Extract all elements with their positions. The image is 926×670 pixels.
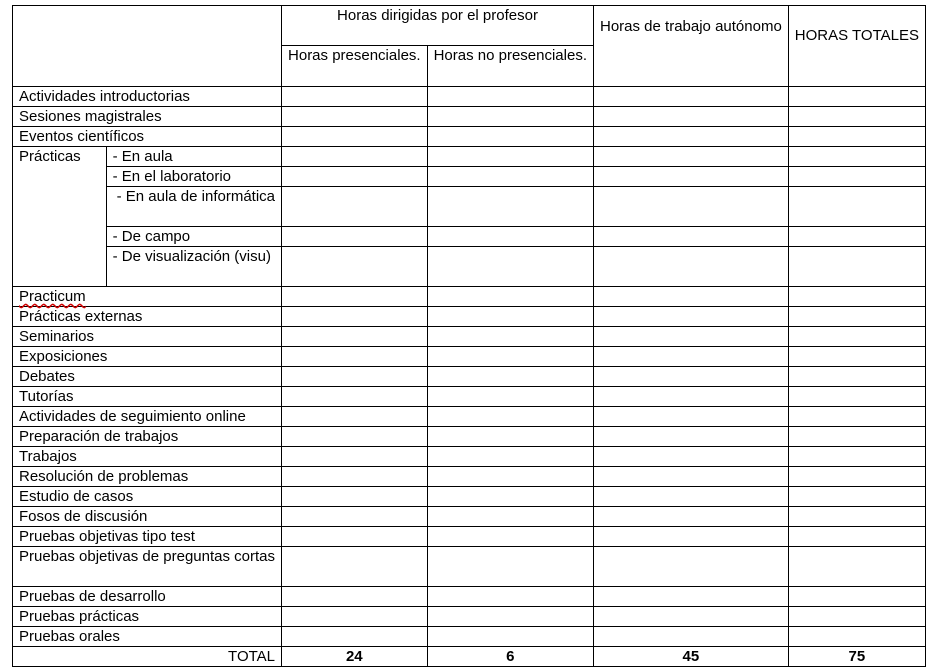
cell-presenciales bbox=[282, 607, 428, 627]
row-label: Debates bbox=[13, 367, 282, 387]
cell-totales bbox=[788, 447, 925, 467]
cell-presenciales bbox=[282, 447, 428, 467]
cell-autonomo bbox=[594, 167, 789, 187]
row-label: Resolución de problemas bbox=[13, 467, 282, 487]
cell-totales bbox=[788, 347, 925, 367]
cell-autonomo bbox=[594, 287, 789, 307]
practicas-sub-label-text: - De visualización (visu) bbox=[112, 248, 271, 265]
cell-presenciales bbox=[282, 467, 428, 487]
total-presenciales: 24 bbox=[282, 647, 428, 667]
total-autonomo: 45 bbox=[594, 647, 789, 667]
practicas-sub-label: - De campo bbox=[106, 227, 281, 247]
cell-totales bbox=[788, 587, 925, 607]
cell-totales bbox=[788, 147, 925, 167]
cell-totales bbox=[788, 367, 925, 387]
cell-no-presenciales bbox=[427, 107, 593, 127]
practicas-label: Prácticas bbox=[13, 147, 107, 287]
header-autonomo: Horas de trabajo autónomo bbox=[594, 6, 789, 87]
cell-no-presenciales bbox=[427, 247, 593, 287]
row-label: Trabajos bbox=[13, 447, 282, 467]
cell-no-presenciales bbox=[427, 407, 593, 427]
row-label: Pruebas orales bbox=[13, 627, 282, 647]
header-totales: HORAS TOTALES bbox=[788, 6, 925, 87]
cell-presenciales bbox=[282, 407, 428, 427]
cell-totales bbox=[788, 307, 925, 327]
cell-presenciales bbox=[282, 187, 428, 227]
cell-presenciales bbox=[282, 147, 428, 167]
cell-no-presenciales bbox=[427, 487, 593, 507]
cell-presenciales bbox=[282, 167, 428, 187]
cell-totales bbox=[788, 547, 925, 587]
cell-autonomo bbox=[594, 347, 789, 367]
cell-presenciales bbox=[282, 327, 428, 347]
cell-totales bbox=[788, 487, 925, 507]
cell-autonomo bbox=[594, 307, 789, 327]
cell-autonomo bbox=[594, 407, 789, 427]
cell-autonomo bbox=[594, 147, 789, 167]
row-label: Preparación de trabajos bbox=[13, 427, 282, 447]
cell-autonomo bbox=[594, 447, 789, 467]
header-blank-cell bbox=[13, 6, 282, 87]
cell-presenciales bbox=[282, 127, 428, 147]
cell-no-presenciales bbox=[427, 347, 593, 367]
cell-autonomo bbox=[594, 227, 789, 247]
practicas-sub-label-text: - En aula de informática bbox=[116, 188, 276, 205]
practicas-sub-label: - En aula bbox=[106, 147, 281, 167]
cell-no-presenciales bbox=[427, 227, 593, 247]
cell-totales bbox=[788, 187, 925, 227]
cell-autonomo bbox=[594, 487, 789, 507]
cell-no-presenciales bbox=[427, 167, 593, 187]
cell-no-presenciales bbox=[427, 447, 593, 467]
row-label: Pruebas objetivas de preguntas cortas bbox=[13, 547, 282, 587]
header-no-presenciales: Horas no presenciales. bbox=[427, 46, 593, 87]
cell-no-presenciales bbox=[427, 527, 593, 547]
cell-autonomo bbox=[594, 527, 789, 547]
cell-autonomo bbox=[594, 467, 789, 487]
cell-no-presenciales bbox=[427, 127, 593, 147]
cell-totales bbox=[788, 227, 925, 247]
cell-autonomo bbox=[594, 127, 789, 147]
cell-autonomo bbox=[594, 627, 789, 647]
row-label: Estudio de casos bbox=[13, 487, 282, 507]
cell-autonomo bbox=[594, 107, 789, 127]
cell-no-presenciales bbox=[427, 507, 593, 527]
total-label: TOTAL bbox=[13, 647, 282, 667]
cell-totales bbox=[788, 107, 925, 127]
cell-totales bbox=[788, 127, 925, 147]
cell-autonomo bbox=[594, 367, 789, 387]
row-label: Pruebas objetivas tipo test bbox=[13, 527, 282, 547]
header-presenciales: Horas presenciales. bbox=[282, 46, 428, 87]
cell-no-presenciales bbox=[427, 427, 593, 447]
hours-table bbox=[12, 5, 926, 667]
cell-no-presenciales bbox=[427, 387, 593, 407]
cell-totales bbox=[788, 287, 925, 307]
header-group-title: Horas dirigidas por el profesor bbox=[282, 6, 594, 46]
practicas-sub-label bbox=[106, 187, 281, 227]
cell-no-presenciales bbox=[427, 287, 593, 307]
cell-autonomo bbox=[594, 547, 789, 587]
cell-presenciales bbox=[282, 627, 428, 647]
total-totales: 75 bbox=[788, 647, 925, 667]
row-label bbox=[13, 287, 282, 307]
cell-no-presenciales bbox=[427, 367, 593, 387]
cell-presenciales bbox=[282, 587, 428, 607]
cell-totales bbox=[788, 467, 925, 487]
cell-presenciales bbox=[282, 107, 428, 127]
cell-no-presenciales bbox=[427, 467, 593, 487]
cell-autonomo bbox=[594, 587, 789, 607]
row-label: Exposiciones bbox=[13, 347, 282, 367]
cell-no-presenciales bbox=[427, 587, 593, 607]
row-label: Eventos científicos bbox=[13, 127, 282, 147]
cell-no-presenciales bbox=[427, 547, 593, 587]
row-label: Pruebas prácticas bbox=[13, 607, 282, 627]
cell-autonomo bbox=[594, 247, 789, 287]
cell-totales bbox=[788, 507, 925, 527]
cell-presenciales bbox=[282, 427, 428, 447]
cell-autonomo bbox=[594, 187, 789, 227]
practicas-sub-label: - En el laboratorio bbox=[106, 167, 281, 187]
cell-no-presenciales bbox=[427, 307, 593, 327]
cell-autonomo bbox=[594, 607, 789, 627]
cell-autonomo bbox=[594, 507, 789, 527]
practicas-sub-label bbox=[106, 247, 281, 287]
cell-no-presenciales bbox=[427, 627, 593, 647]
cell-presenciales bbox=[282, 247, 428, 287]
cell-presenciales bbox=[282, 527, 428, 547]
cell-no-presenciales bbox=[427, 327, 593, 347]
row-label: Sesiones magistrales bbox=[13, 107, 282, 127]
cell-totales bbox=[788, 527, 925, 547]
cell-presenciales bbox=[282, 347, 428, 367]
practicum-text: Practicum bbox=[19, 288, 86, 305]
row-label: Prácticas externas bbox=[13, 307, 282, 327]
cell-presenciales bbox=[282, 87, 428, 107]
cell-totales bbox=[788, 407, 925, 427]
cell-autonomo bbox=[594, 87, 789, 107]
total-no-presenciales: 6 bbox=[427, 647, 593, 667]
cell-presenciales bbox=[282, 287, 428, 307]
cell-totales bbox=[788, 607, 925, 627]
row-label: Tutorías bbox=[13, 387, 282, 407]
cell-presenciales bbox=[282, 227, 428, 247]
cell-presenciales bbox=[282, 307, 428, 327]
row-label: Seminarios bbox=[13, 327, 282, 347]
cell-presenciales bbox=[282, 507, 428, 527]
cell-no-presenciales bbox=[427, 147, 593, 167]
cell-presenciales bbox=[282, 387, 428, 407]
cell-totales bbox=[788, 87, 925, 107]
cell-totales bbox=[788, 327, 925, 347]
cell-no-presenciales bbox=[427, 87, 593, 107]
cell-totales bbox=[788, 247, 925, 287]
row-label: Actividades introductorias bbox=[13, 87, 282, 107]
row-label: Actividades de seguimiento online bbox=[13, 407, 282, 427]
row-label: Pruebas de desarrollo bbox=[13, 587, 282, 607]
cell-no-presenciales bbox=[427, 607, 593, 627]
cell-autonomo bbox=[594, 427, 789, 447]
cell-presenciales bbox=[282, 547, 428, 587]
cell-no-presenciales bbox=[427, 187, 593, 227]
cell-autonomo bbox=[594, 327, 789, 347]
cell-totales bbox=[788, 167, 925, 187]
cell-presenciales bbox=[282, 367, 428, 387]
row-label: Fosos de discusión bbox=[13, 507, 282, 527]
cell-presenciales bbox=[282, 487, 428, 507]
cell-autonomo bbox=[594, 387, 789, 407]
cell-totales bbox=[788, 387, 925, 407]
cell-totales bbox=[788, 427, 925, 447]
cell-totales bbox=[788, 627, 925, 647]
